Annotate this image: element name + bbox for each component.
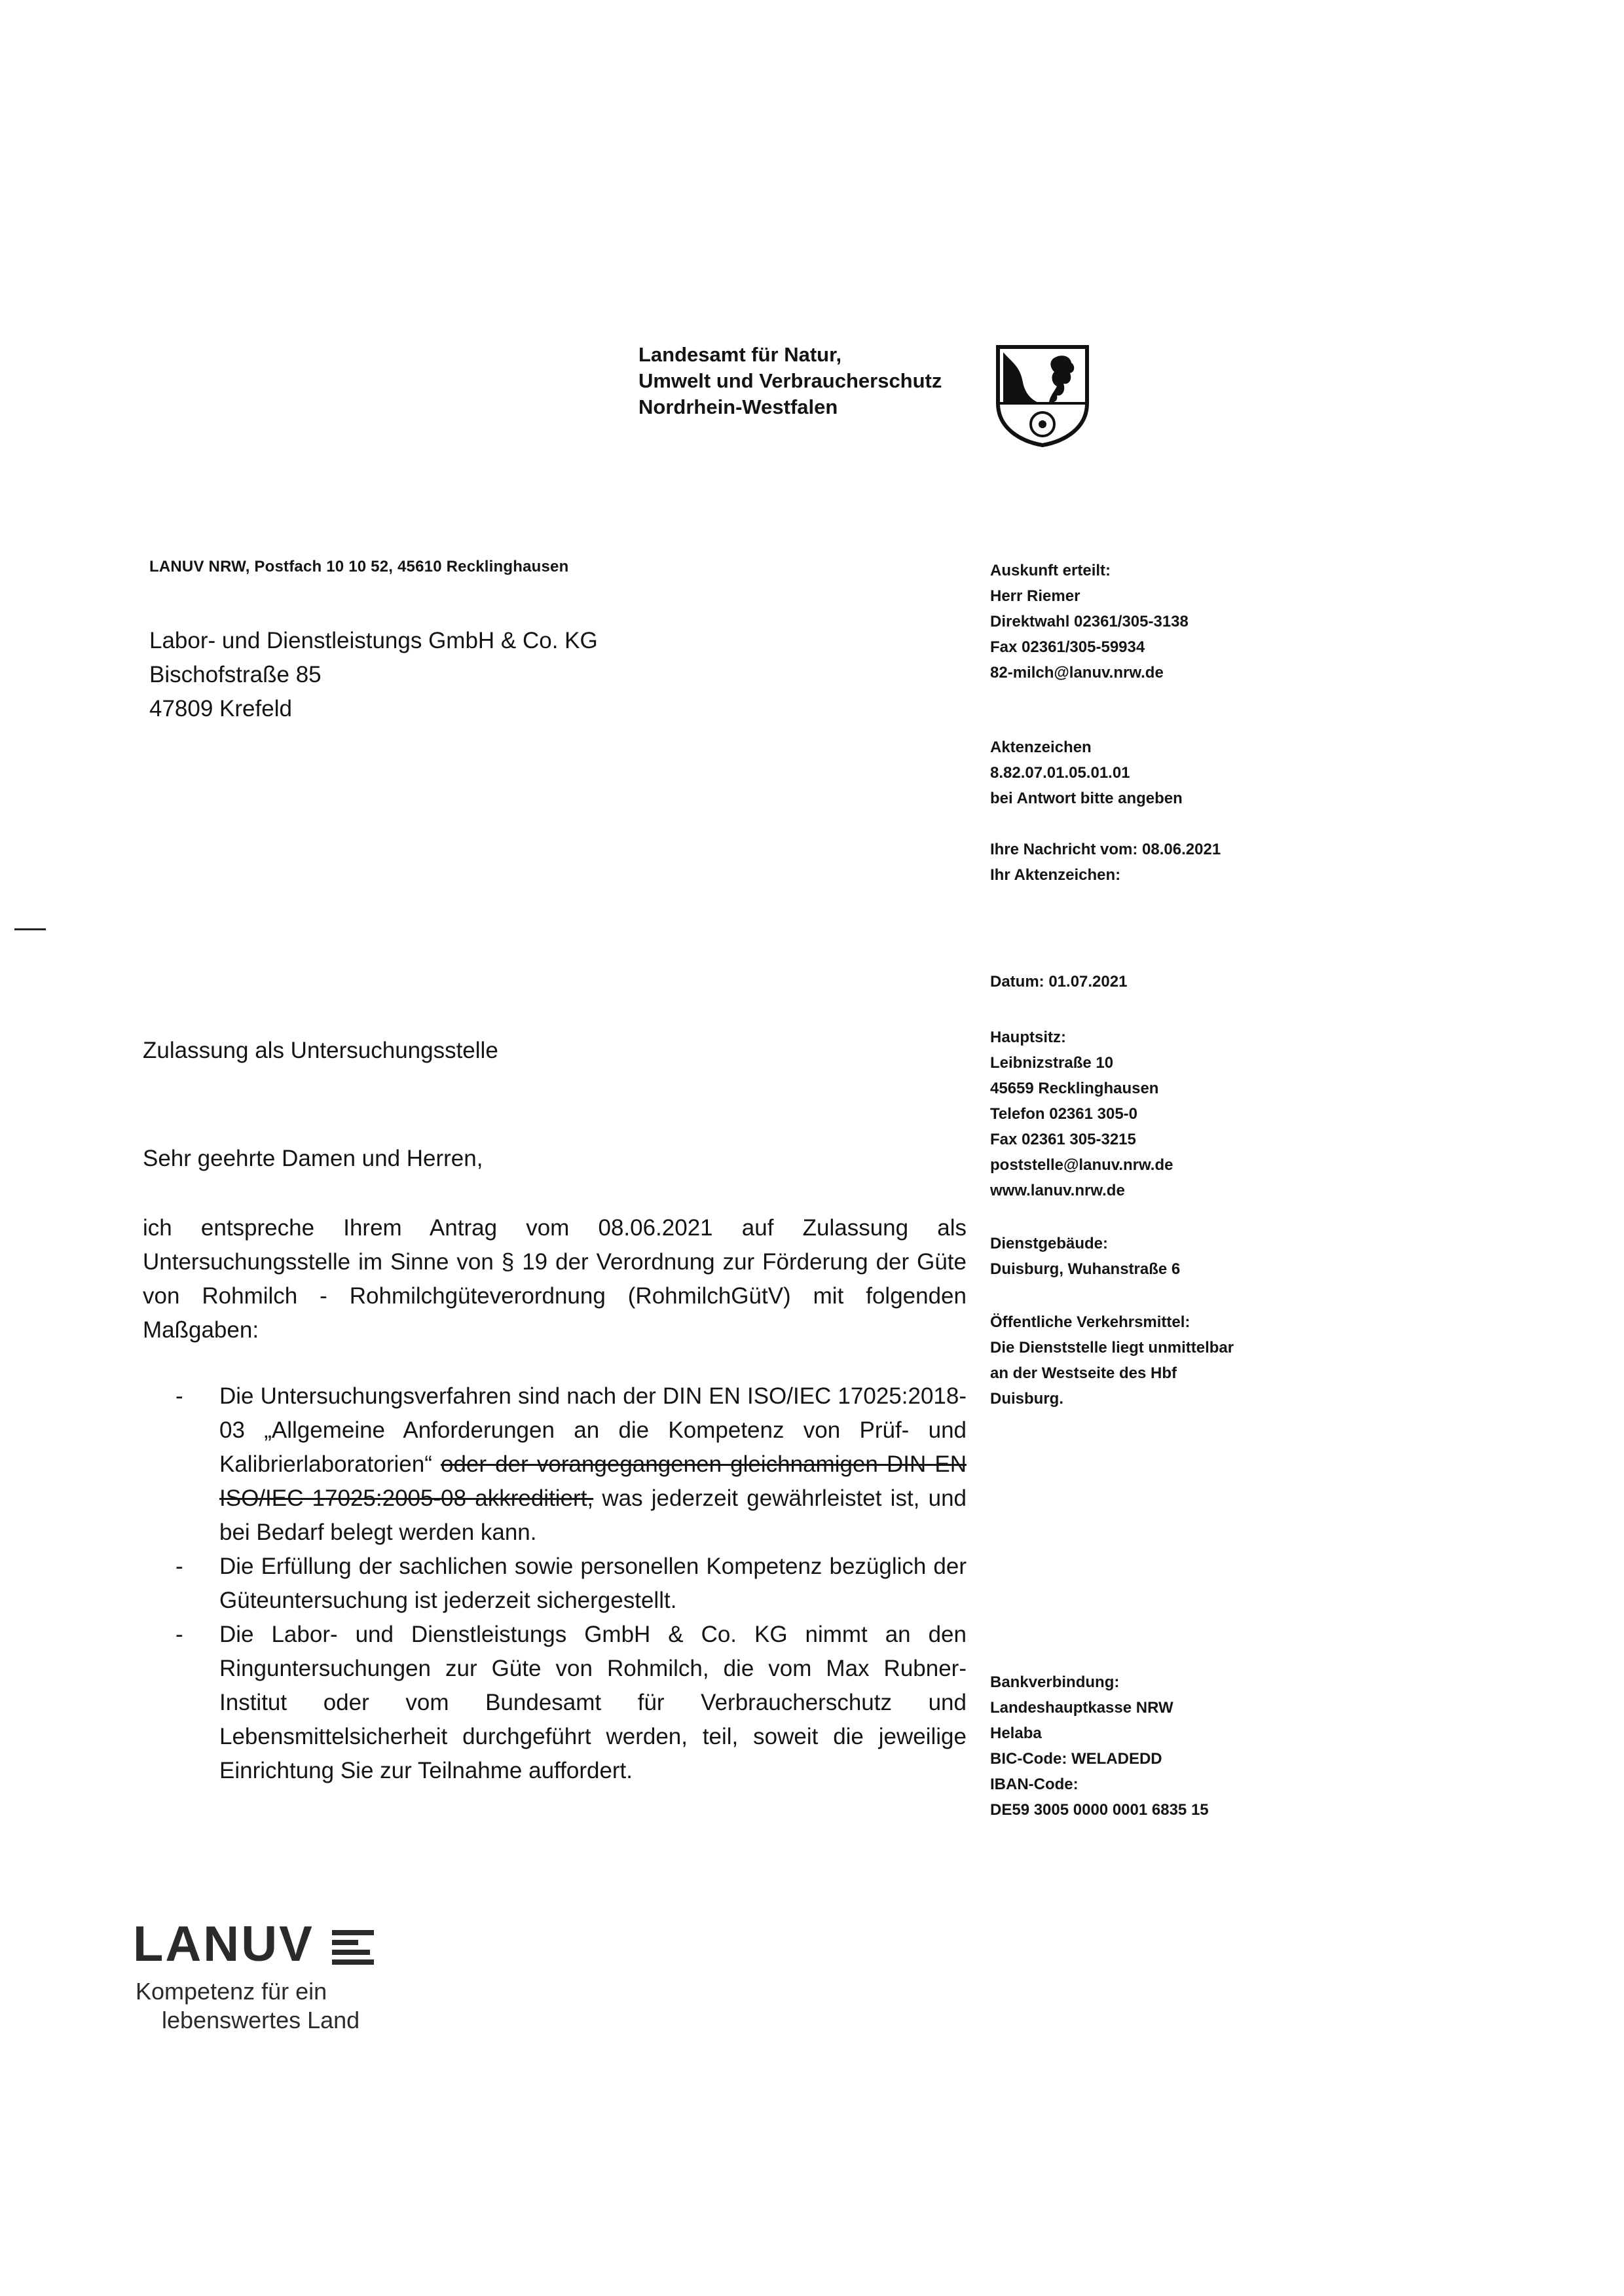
bank-line: Landeshauptkasse NRW [990,1699,1173,1717]
bank-line: Bankverbindung: [990,1673,1120,1691]
your-message-block [990,837,1221,888]
sender-return-address: LANUV NRW, Postfach 10 10 52, 45610 Recklinghausen [149,558,569,575]
condition-text: Die Erfüllung der sachlichen sowie personellen Kompetenz bezüglich der Güteuntersuchung ist jederzeit sichergestellt. [219,1554,967,1613]
headquarters-line: Hauptsitz: [990,1029,1066,1046]
intro-paragraph: ich entspreche Ihrem Antrag vom 08.06.2021 auf Zulassung als Untersuchungsstelle im Sinne von § 19 der Verordnung zur Förderung der Güte von Rohmilch - Rohmilchgüteverordnung (RohmilchGütV) mit folgenden Maßgaben: [143,1215,967,1343]
office-line: Dienstgebäude: [990,1235,1109,1252]
bullet-dash: - [175,1554,183,1579]
headquarters-line: 45659 Recklinghausen [990,1080,1159,1097]
contact-email: 82-milch@lanuv.nrw.de [990,664,1164,682]
recipient-line: Labor- und Dienstleistungs GmbH & Co. KG [149,628,598,653]
transit-line: an der Westseite des Hbf [990,1364,1177,1382]
struck-through-text: oder der vorangegangenen gleichnamigen DIN EN ISO/IEC 17025:2005-08 akkreditiert, [219,1451,967,1511]
contact-block [990,558,1189,685]
bank-line: Helaba [990,1724,1042,1742]
condition-text: Die Labor- und Dienstleistungs GmbH & Co. KG nimmt an den Ringuntersuchungen zur Güte von Rohmilch, die vom Max Rubner-Institut oder vom Bundesamt für Verbraucherschutz und Lebensmittelsicherheit durchgeführt werden, teil, soweit die jeweilige Einrichtung Sie zur Teilnahme auffordert. [219,1622,967,1783]
contact-line: Direktwahl 02361/305-3138 [990,613,1189,630]
condition-text: was jederzeit gewährleistet ist, und bei Bedarf belegt werden kann. [219,1485,967,1545]
list-item [175,1379,967,1550]
headquarters-line: Telefon 02361 305-0 [990,1105,1138,1123]
transit-line: Die Dienststelle liegt unmittelbar [990,1339,1234,1357]
lanuv-logo-bars-icon [332,1930,374,1965]
recipient-line: 47809 Krefeld [149,696,292,721]
contact-line: Fax 02361/305-59934 [990,638,1145,656]
logo-tagline: Kompetenz für ein [136,1978,327,2005]
headquarters-line: www.lanuv.nrw.de [990,1182,1125,1199]
letter-subject: Zulassung als Untersuchungsstelle [143,1038,498,1063]
org-line: Umwelt und Verbraucherschutz [638,369,942,392]
office-block [990,1231,1180,1282]
condition-text: Die Untersuchungsverfahren sind nach der DIN EN ISO/IEC 17025:2018-03 „Allgemeine Anforderungen an die Kompetenz von Prüf- und Kalibrierlaboratorien“ [219,1383,967,1477]
transit-block [990,1309,1234,1412]
reference-number: 8.82.07.01.05.01.01 [990,764,1130,782]
conditions-list [175,1379,967,1788]
letter-date: Datum: 01.07.2021 [990,973,1128,991]
fold-mark [14,928,46,930]
nrw-coat-of-arms-icon [994,343,1091,448]
org-line: Nordrhein-Westfalen [638,395,838,418]
contact-line: Herr Riemer [990,587,1080,605]
recipient-line: Bischofstraße 85 [149,662,322,687]
headquarters-line: Leibnizstraße 10 [990,1054,1114,1072]
bank-line: IBAN-Code: [990,1776,1079,1793]
reference-block [990,735,1183,811]
headquarters-line: Fax 02361 305-3215 [990,1131,1136,1148]
transit-line: Duisburg. [990,1390,1063,1408]
list-item [175,1618,967,1788]
organization-name [638,342,942,420]
bank-line: BIC-Code: WELADEDD [990,1750,1162,1768]
recipient-address [149,624,598,726]
bullet-dash: - [175,1622,183,1647]
lanuv-logo-wordmark: LANUV [133,1916,314,1972]
bank-block [990,1669,1209,1823]
salutation: Sehr geehrte Damen und Herren, [143,1146,483,1171]
reference-line: bei Antwort bitte angeben [990,790,1183,807]
list-item [175,1550,967,1618]
reference-line: Aktenzeichen [990,738,1092,756]
headquarters-line: poststelle@lanuv.nrw.de [990,1156,1173,1174]
org-line: Landesamt für Natur, [638,343,842,366]
office-line: Duisburg, Wuhanstraße 6 [990,1260,1181,1278]
transit-line: Öffentliche Verkehrsmittel: [990,1313,1190,1331]
logo-tagline: lebenswertes Land [162,2007,360,2033]
bullet-dash: - [175,1383,183,1409]
your-message-line: Ihre Nachricht vom: 08.06.2021 [990,841,1221,858]
bank-line: DE59 3005 0000 0001 6835 15 [990,1801,1209,1819]
headquarters-block [990,1025,1173,1203]
contact-line: Auskunft erteilt: [990,562,1111,579]
your-message-line: Ihr Aktenzeichen: [990,866,1121,884]
